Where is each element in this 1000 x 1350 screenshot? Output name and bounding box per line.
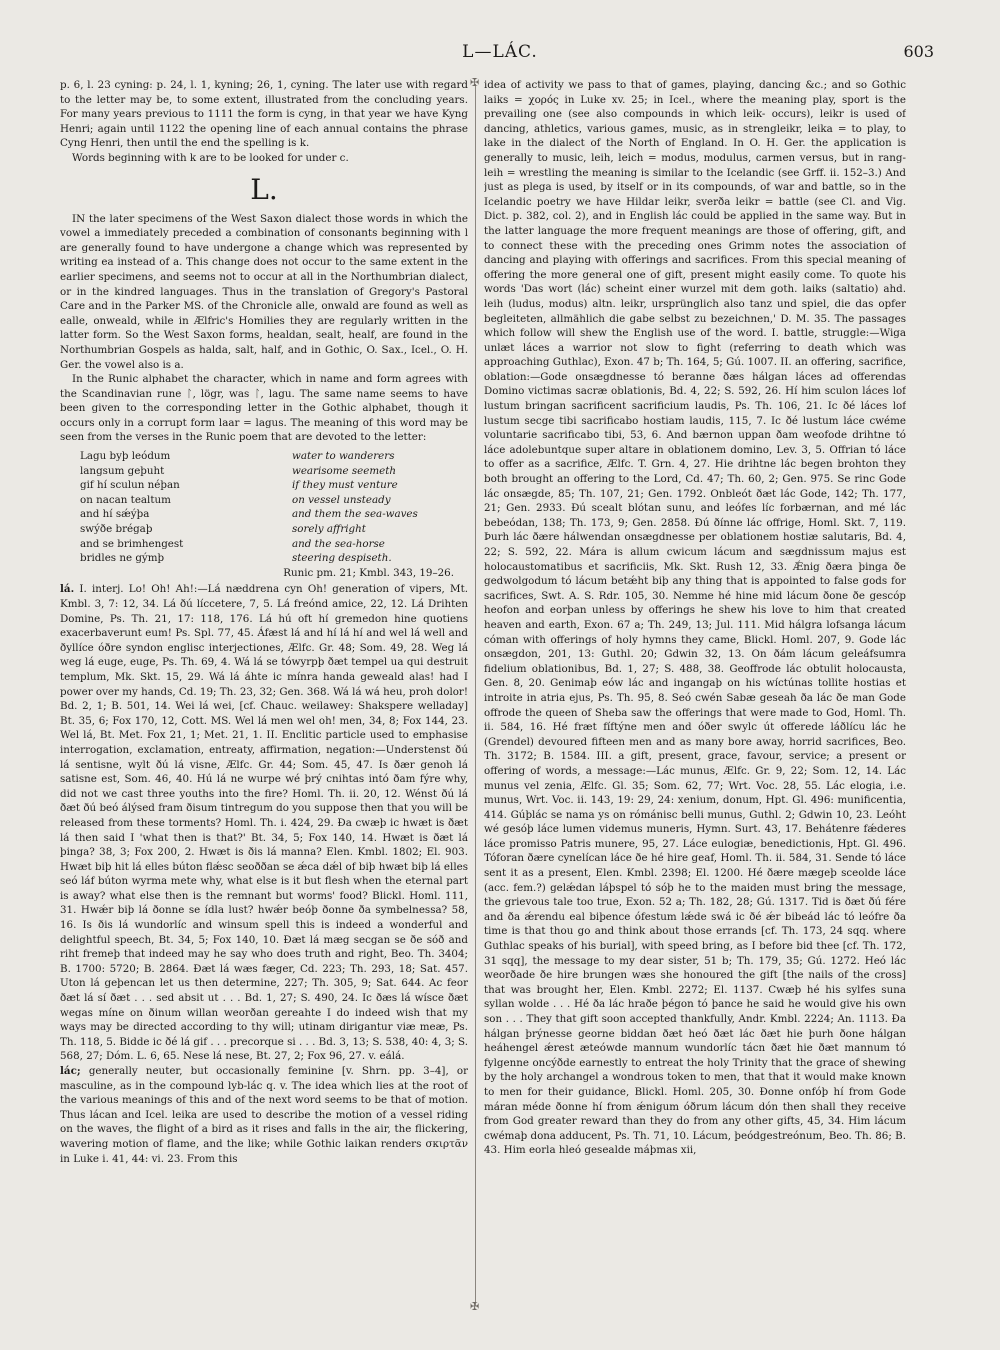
poem-translation: wearisome seemeth (292, 464, 396, 477)
right-column (484, 78, 906, 1340)
poem-old-english: gif hí sculun néþan (80, 479, 180, 492)
entry-lac-continued: idea of activity we pass to that of games, playing, dancing &c.; and so Gothic laiks = χορός in Luke xv. 25; in Icel., where the meaning play, sport is the prevailing one (see also compounds in which leik- occurs), leikr is used of dancing, athletics, various games, music, as in strengleikr, leika = to play, to lake in the dialect of the North of England. In O. H. Ger. the application is generally to music, leih, leich = modus, modulus, carmen versus, but in rang-leih = wrestling the meaning is similar to the Icelandic (see Grff. ii. 152–3.) And just as plega is used, by itself or in its compounds, of war and battle, so in the Icelandic poetry we have Hildar leikr, sverða leikr = battle (see Cl. and Vig. Dict. p. 382, col. 2), and in English lác could be applied in the same way. But in the latter language the more frequent meanings are those of offering, gift, and to connect these with the preceding ones Grimm notes the association of dancing and playing with offerings and sacrifices. From this special meaning of offering the more general one of gift, present might easily come. To quote his words 'Das wort (lác) scheint einer wurzel mit dem goth. laiks (saltatio) ahd. leih (ludus, modus) altn. leikr, ursprünglich also tanz und spiel, die das opfer begleiteten, allmählich die gabe selbst zu bezeichnen,' D. M. 35. The passages which follow will shew the English use of the word. I. battle, struggle:—Wiga unlæt láces a warrior not slow to fight (referring to death which was approaching Guthlac), Exon. 47 b; Th. 164, 5; Gú. 1007. II. an offering, sacrifice, oblation:—Gode onsægdnesse tó beranne ðæs hálgan láces ad offerendas Domino victimas sacræ oblationis, Bd. 4, 22; S. 592, 26. Hí him sculon láces lof lustum bringan sacrificent sacrificium laudis, Ps. Th. 106, 21. Ic ðé láces lof lustum secge tibi sacrificabo hostiam laudis, 115, 7. Ic ðé lustum láce cwéme voluntarie sacrificabo tibi, 53, 6. And bærnon uppan ðam weofode drihtne tó láce adolebuntque super altare in oblationem domino, Lev. 3, 5. Offrian tó láce to offer as a sacrifice, Ælfc. T. Grn. 4, 27. Hie drihtne lác begen brohton they both brought an offering to the Lord, Cd. 47; Th. 60, 2; Gen. 975. Se rinc Gode lác onsægde, 85; Th. 107, 21; Gen. 1792. Onbleót ðæt lác Gode, 142; Th. 177, 21; Gen. 2933. Ðú scealt blótan sunu, and leófes líc forbærnan, and mé lác bebeódan, 138; Th. 173, 9; Gen. 2858. Ðú ðínne lác offrige, Homl. Skt. 7, 119. Þurh lác ðære hálwendan onsægdnesse per oblationem hostiæ salutaris, Bd. 4, 22; S. 592, 22. Mára is allum cwicum lácum and sægdnissum majus est holocaustomatibus et sacrificiis, Mk. Skt. Rush 12, 33. Ǽnig ðæra þinga ðe gedwolgodum tó lácum betǽht biþ any thing that is appointed to false gods for sacrifices, Swt. A. S. Rdr. 105, 30. Nemme hé hine mid lácum ðone ðe gescóp heofon and eorþan unless by offerings he shew his love to him that created heaven and earth, Exon. 67 a; Th. 249, 13; Jul. 111. Mid hálgra lofsanga lácum cóman with offerings of holy hymns they came, Blickl. Homl. 207, 9. Gode lác onsægdon, 201, 13: Guthl. 20; Gdwin 32, 13. On ðám lácum geleáfsumra fidelium oblationibus, Bd. 1, 27; S. 488, 38. Geoffrode lác obtulit holocausta, Gen. 8, 20. Genimaþ eów lác and ingangaþ on his wíctúnas tollite hostias et introite in atria ejus, Ps. Th. 95, 8. Seó cwén Sabæ geseah ða lác ðe man Gode offrode the queen of Sheba saw the offerings that were made to God, Homl. Th. ii. 584, 16. Hé fræt fíftýne men and óðer swylc út offerede láðlícu lác he (Grendel) devoured fifteen men and as many bore away, horrid sacrifices, Beo. Th. 3172; B. 1584. III. a gift, present, grace, favour, service; a present or offering of words, a message:—Lác munus, Ælfc. Gr. 9, 22; Som. 12, 14. Lác munus vel zenia, Ælfc. Gl. 35; Som. 62, 77; Wrt. Voc. 28, 55. Lác elogia, i.e. munus, Wrt. Voc. ii. 143, 19: 29, 24: xenium, donum, Hpt. Gl. 496: munificentia, 414. Gúþlác se nama ys on rómánisc belli munus, Guthl. 2; Gdwin 10, 23. Leóht wé gesóþ láce lumen videmus muneris, Hymn. Surt. 43, 17. Behátenre fǽderes láce promisso Patris munere, 95, 27. Láce eulogiæ, benedictionis, Hpt. Gl. 496. Tóforan ðære cynelícan láce ðe hé hire geaf, Homl. Th. ii. 584, 31. Sende tó láce sent it as a present, Elen. Kmbl. 2398; El. 1200. Hé ðære mægeþ sceolde lácе (acc. fem.?) gelǽdan láþspel tó sóþ he to the maiden must bring the message, the grievous tale too true, Exon. 52 a; Th. 182, 28; Gú. 1317. Tid is ðæt ðú fére and ða ǽrendu eal biþence ófestum lǽde swá ic ðé ǽr bibeád lác tó leófre ða time is that thou go and think about those errands [cf. Th. 173, 24 sqq. where Guthlac speaks of his burial], with speed bring, as I before bid thee [cf. Th. 172, 31 sqq], the message to my dear sister, 51 b; Th. 179, 35; Gú. 1272. Heó lác weorðade ðe hire brungen wæs she honoured the gift [the nails of the cross] that was brought her, Elen. Kmbl. 2272; El. 1137. Cwæþ hé his sylfes suna syllan wolde . . . Hé ða lác hraðe þégon tó þance he said he would give his own son . . . They that gift soon accepted thankfully, Andr. Kmbl. 2224; An. 1113. Ða hálgan þrýnesse georne biddan ðæt heó ðæt lác ðæt hie þurh ðone hálgan heáhengel ǽrest æteówde mannum wundorlíc tácn ðæt hie ðæt mannum tó fylgenne oncýðde earnestly to entreat the holy Trinity that the grace of shewing by the holy archangel a wondrous token to men, that that it would make known to men for their guidance, Blickl. Homl. 205, 30. Ðonne onfóþ hí from Gode máran méde ðonne hí from ǽnigum óðrum lácum dón then shall they receive from God greater reward than they do from any other gifts, 45, 34. Him lácum cwémaþ dona adducent, Ps. Th. 71, 10. Lácum, þeódgestreónum, Beo. Th. 86; B. 43. Him eorla hleó gesealde máþmas xii, (484, 79, 906, 1157)
poem-old-english: bridles ne gýmþ (80, 552, 165, 565)
running-head (0, 42, 1000, 66)
poem-line (80, 537, 468, 552)
column-divider (475, 84, 476, 1306)
poem-line (80, 507, 468, 522)
runic-text-start: In the Runic alphabet the character, which in name and form agrees with the Scandinavian rune (60, 373, 468, 400)
poem-translation: if they must venture (292, 479, 398, 492)
poem-translation: steering despiseth. (292, 552, 392, 565)
poem-translation: and the sea-horse (292, 537, 385, 550)
poem-old-english: and se brimhengest (80, 537, 184, 550)
letter-l-paragraph-2 (60, 372, 468, 445)
letter-l-paragraph-1: IN the later specimens of the West Saxon dialect those words in which the vowel a immediately preceded a combination of consonants beginning with l are generally found to have undergone a change which was represented by writing ea instead of a. This change does not occur to the same extent in the earlier specimens, and seems not to occur at all in the Northumbrian dialect, or in the kindred languages. Thus in the translation of Gregory's Pastoral Care and in the Parker MS. of the Chronicle alle, onwald are found as well as ealle, onweald, while in Ælfric's Homilies they are regularly written in the latter form. So the West Saxon forms, healdan, sealt, healf, are found in the Northumbrian Gospels as halda, salt, half, and in Gothic, O. Sax., Icel., O. H. Ger. the vowel also is a. (60, 212, 468, 371)
runic-text-end: , lagu. The same name seems to have been given to the corresponding letter in the Gothic alphabet, though it occurs only in a corrupt form laar = lagus. The meaning of this word may be seen from the verses in the Runic poem that are devoted to the letter: (60, 387, 468, 444)
poem-old-english: and hí sǽýþa (80, 508, 150, 521)
poem-translation: sorely affright (292, 523, 366, 536)
left-column (60, 78, 468, 1340)
poem-old-english: swýðe brégaþ (80, 523, 153, 536)
runic-text-mid: , lögr, was (192, 387, 250, 400)
page-number: 603 (903, 42, 934, 61)
poem-line (80, 522, 468, 537)
headword-lac: lác; (60, 1065, 81, 1077)
rune-l-glyph: ᛚ (254, 387, 261, 400)
intro-note: Words beginning with k are to be looked for under c. (72, 151, 349, 164)
poem-line (80, 449, 468, 464)
poem-line (80, 478, 468, 493)
poem-translation: water to wanderers (292, 450, 395, 463)
poem-old-english: on nacan tealtum (80, 493, 171, 506)
page-title: L—LÁC. (462, 42, 538, 62)
entry-la (60, 582, 468, 1064)
divider-ornament-top: ✠ (470, 76, 480, 89)
poem-line (80, 551, 468, 566)
entry-lac (60, 1064, 468, 1166)
rune-l-glyph: ᛚ (186, 387, 193, 400)
entry-lac-body: generally neuter, but occasionally feminine [v. Shrn. pp. 3–4], or masculine, as in the compound lyb-lác q. v. The idea which lies at the root of the various meanings of this and of the next word seems to be that of motion. Thus lácan and Icel. leika are used to describe the motion of a vessel riding on the waves, the flight of a bird as it rises and falls in the air, the flickering, wavering motion of flame, and the like; while Gothic laikan renders σκιρτᾶν in Luke i. 41, 44: vi. 23. From this (60, 1065, 468, 1165)
runic-poem (80, 449, 468, 580)
poem-old-english: Lagu byþ leódum (80, 450, 171, 463)
poem-translation: on vessel unsteady (292, 493, 391, 506)
section-letter-heading: L. (250, 172, 278, 206)
poem-line (80, 464, 468, 479)
poem-line (80, 493, 468, 508)
headword-la: lá. (60, 583, 75, 596)
intro-paragraph: p. 6, l. 23 cyning: p. 24, l. 1, kyning; 26, 1, cyning. The later use with regard to the letter may be, to some extent, illustrated from the concluding years. For many years previous to 1111 the form is cyng, in that year we have Kyng Henri; again until 1122 the opening line of each annual contains the phrase Cyng Henri, then until the end the spelling is k. (60, 79, 468, 150)
poem-citation: Runic pm. 21; Kmbl. 343, 19–26. (283, 566, 454, 579)
divider-ornament-bottom: ✠ (470, 1300, 480, 1313)
poem-old-english: langsum geþuht (80, 464, 165, 477)
entry-la-body: I. interj. Lo! Oh! Ah!:—Lá næddrena cyn Oh! generation of vipers, Mt. Kmbl. 3, 7: 12, 34. Lá ðú líccetere, 7, 5. Lá freónd amice, 22, 12. Lá Drihten Domine, Ps. Th. 21, 17: 118, 176. Lá hú oft hí gremedon hine quotiens exacerbaverunt eum! Ps. Spl. 77, 45. Áfæst lá and hí lá hí and wel lá well and ðyllíce óðre syndon englisc interjectiones, Ælfc. Gr. 48; Som. 49, 28. Weg lá weg lá euge, euge, Ps. Th. 69, 4. Wá lá se tówyrpþ ðæt tempel ua qui destruit templum, Mk. Skt. 15, 29. Wá lá áhte ic mínra handa geweald alas! had I power over my hands, Cd. 19; Th. 23, 32; Gen. 368. Wá lá wá heu, proh dolor! Bd. 2, 1; B. 501, 14. Wei lá wei, [cf. Chauc. weilawey: Shakspere welladay] Bt. 35, 6; Fox 170, 12, Cott. MS. Wel lá men wel oh! men, 34, 8; Fox 144, 23. Wel lá, Bt. Met. Fox 21, 1; Met. 21, 1. II. Enclitic particle used to emphasise interrogation, exclamation, entreaty, affirmation, negation:—Understenst ðú lá sentisne, wylt ðú lá visne, Ælfc. Gr. 44; Som. 45, 47. Is ðær genoh lá satisne est, Som. 46, 40. Hú lá ne wurpe wé þrý cnihtas intó ðam fýre why, did not we cast three youths into the fire? Homl. Th. ii. 20, 12. Wénst ðú lá ðæt ðú beó álýsed fram ðisum tintregum do you suppose then that you will be released from these torments? Homl. Th. i. 424, 29. Ða cwæþ ic hwæt is ðæt lá then said I 'what then is that?' Bt. 34, 5; Fox 140, 14. Hwæt is ðæt lá þinga? 38, 3; Fox 200, 2. Hwæt is ðis lá manna? Elen. Kmbl. 1802; El. 903. Hwæt biþ hit lá elles búton flǽsc seoððan se ǽca dǽl of biþ hwæt biþ lá elles seó láf búton wyrma mete why, what else is it but flesh when the eternal part is away? what else then is the remnant but worms' food? Blickl. Homl. 111, 31. Hwǽr biþ lá ðonne se ídla lust? hwǽr beóþ ðonne ða symbelnessa? 58, 16. Is ðis lá wundorlíc and winsum spell this is indeed a wonderful and delightful speech, Bt. 34, 5; Fox 140, 10. Ðæt lá mæg secgan se ðe sóð and riht fremeþ that indeed may he say who does truth and right, Beo. Th. 3404; B. 1700: 5720; B. 2864. Ðæt lá wæs fæger, Cd. 223; Th. 293, 18; Sat. 457. Uton lá geþencan let us then determine, 227; Th. 305, 9; Sat. 644. Ac feor ðæt lá sí ðæt . . . sed absit ut . . . Bd. 1, 27; S. 490, 24. Ic ðæs lá wísce ðæt wegas míne on ðinum willan weorðan gereahte I do indeed wish that my ways may be directed according to thy will; utinam dirigantur viæ meæ, Ps. Th. 118, 5. Bidde ic ðé lá gif . . . precorque si . . . Bd. 3, 13; S. 538, 40: 4, 3; S. 568, 27; Dóm. L. 6, 65. Nese lá nese, Bt. 27, 2; Fox 96, 27. v. eálá. (60, 583, 468, 1063)
poem-translation: and them the sea-waves (292, 508, 418, 521)
